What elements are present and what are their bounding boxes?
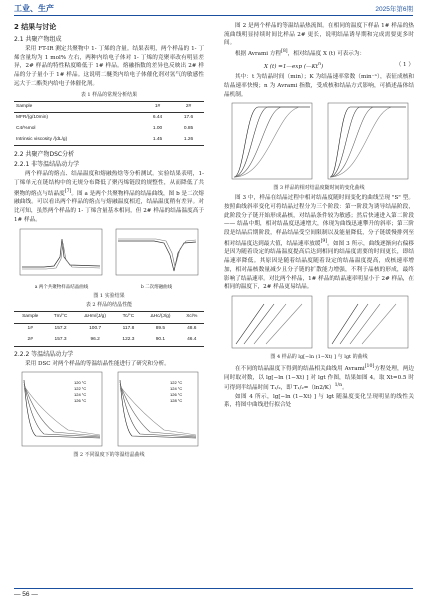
figure-2-plots	[14, 370, 204, 450]
paragraph: 在不同的结晶温度下得到的结晶相关曲线用 Avrami[10]方程处理，两边同时取对数，以 lg[−ln (1−Xt) ] 对 lgt 作图，结果如图 4。取 Xt=0.5 时可得到半结晶时间 T₁/₂，即 $T_1/_2=(\ln 2/K)^{1/n}$。	[224, 363, 414, 392]
paragraph	[224, 194, 414, 292]
equation-body: X (t) =1—exp (—Kt$^n$)	[264, 61, 324, 70]
table-cell: 46.4	[187, 336, 197, 342]
table-cell: 6.44	[152, 115, 163, 121]
table-cell: 0.85	[183, 125, 194, 131]
paragraph	[14, 170, 204, 224]
table-cell: 89.5	[155, 326, 166, 332]
plot-b	[116, 229, 198, 275]
temp-label: 126 °C	[170, 392, 183, 398]
paragraph: 其中：t 为结晶时间（min）；K 为结晶速率常数（min⁻ⁿ），表征成核和结晶速率快慢；n 为 Avrami 指数，受成核和结晶方式影响，可描述晶体结晶机制。	[224, 74, 414, 98]
table-cell: 48.6	[187, 326, 197, 332]
figure-caption: 图 3 样品的相对结晶度随时间的变化曲线	[273, 185, 365, 192]
page-footer	[0, 585, 427, 603]
table-row	[14, 135, 204, 146]
table-cell: 1.45	[152, 136, 163, 142]
plot-a	[20, 229, 102, 275]
temp-label: 124 °C	[170, 386, 183, 392]
figure-4-plots	[224, 294, 414, 352]
figure-1b-caption: b 二次熔融曲线	[140, 285, 173, 291]
table-cell: 1.26	[183, 136, 194, 142]
figure-3	[224, 101, 414, 183]
subsubsection-heading: 2.2.2 等温结晶动力学	[14, 350, 74, 358]
exponent: 1/n	[334, 383, 343, 389]
table-header-cell: Tc/°C	[122, 314, 135, 320]
table-cell: MFR/(g/10min)	[16, 115, 48, 121]
temp-label: 128 °C	[170, 398, 183, 404]
journal-section: 工业、生产	[14, 4, 54, 13]
text-run: 图 3 中，样品在结晶过程中相对结晶度随时间变化的曲线呈现 "S" 型。按照曲线斜率变化可将结晶过程分为三个阶段：第一阶段为诱导结晶阶段，此阶段分子链开始形成晶核，对结晶条件较为敏感；然后快速进入第二阶段 —— 结晶中期，相对结晶度迅速增大，体现为曲线迅速攀升的斜率；第三阶段是结晶后期阶段，样品结晶受空间限制以及能量降低，分子链缓慢排列至相对结晶度达到最大值，结晶速率放缓	[224, 195, 414, 247]
table-cell: 157.3	[54, 336, 67, 342]
paragraph: 采用 DSC 对两个样品的等温结晶性能进行了研究和分析。	[25, 360, 170, 367]
paragraph: 采用 FT-IR 测定共聚物中 1- 丁烯的含量。结果表明，两个样品的 1- 丁烯含量均为 1 mol% 左右，两种内给电子体对 1- 丁烯的竞聚率改有明显差异，2# 样品的特性粘度略低于 1# 样品。熔融指数的差异也反映出 2# 样品的分子量小于 1# 样品。这说明二醚类内给电子体催化剂对氢气的敏感性远大于二酯类内给电子体催化剂。	[14, 46, 204, 87]
paragraph: 如图 4 所示，lg[−ln (1−Xt) ] 与 lgt 随温度变化呈现明显的线性关系，将图中曲线进行拟合处	[224, 393, 414, 409]
table-header-row	[14, 312, 204, 324]
table-row	[14, 124, 204, 135]
figure-1-plots	[14, 227, 204, 281]
subsection-heading: 2.1 共聚产物组成	[14, 36, 62, 43]
text-run: 两个样品的熔点、结晶温度和熔融热焓等分析测试。实验结果表明，1- 丁烯单元在链结构中的无规分布降低了聚丙烯链段的规整性，从而降低了共聚物的熔点与结晶度	[14, 171, 204, 197]
figure-caption: 图 4 样品的 lg[−ln (1−Xt) ] 与 lgt 的曲线	[270, 353, 368, 360]
table-caption: 表 1 样品的常规分析结果	[80, 91, 138, 98]
table-cell: 100.7	[89, 326, 102, 332]
figure-2	[14, 370, 204, 450]
table-caption: 表 2 样品的结晶性能	[85, 302, 133, 309]
table-cell: 17.6	[183, 115, 194, 121]
table-header-cell: Sample	[22, 314, 39, 320]
citation: [7]	[64, 188, 72, 194]
citation: [9]	[320, 238, 328, 244]
table-header-row	[14, 101, 204, 113]
text-run: 方程处理，两边同时取对数，以 lg[−ln (1−Xt) ] 对 lgt 作图，结果如图 4。取 Xt=0.5 时可得到半结晶时间 T₁/₂，即 T₁/₂=（ln2/K）	[224, 365, 414, 392]
plot-4a	[232, 296, 312, 348]
table-header-cell: ΔHc/(J/g)	[150, 314, 171, 320]
figure-caption: 图 2 不同温度下的等温结晶曲线	[73, 452, 145, 459]
table-2	[14, 311, 204, 346]
equation-number: （ 1 ）	[395, 61, 414, 68]
equation-text: X (t) =1—exp (—Kt	[264, 63, 319, 70]
table-cell: 122.3	[122, 336, 135, 342]
page-number: — 56 —	[14, 591, 38, 598]
table-row	[14, 335, 204, 346]
table-header-cell: Tm/°C	[53, 314, 68, 320]
table-header-cell: 2#	[185, 103, 192, 109]
table-header-cell: ΔHm/(J/g)	[84, 314, 106, 320]
plot-4b	[328, 296, 408, 348]
citation: [10]	[364, 363, 375, 369]
plot-2a	[22, 372, 102, 446]
text-run: ，相对结晶度 X (t) 可表示为：	[287, 50, 366, 57]
figure-caption: 图 1 实验结果	[93, 293, 125, 300]
plot-2b	[118, 372, 198, 446]
right-column	[224, 22, 414, 410]
paragraph: 图 2 是两个样品的等温结晶热流图。在相同的温度下样品 1# 样品的热流曲线明显持续时间比样品 2# 更长，说明结晶诱导期和完成需要更多时间。	[224, 23, 414, 47]
table-cell: 1.00	[152, 125, 163, 131]
table-cell: 96.2	[90, 336, 100, 342]
figure-1a-caption: a 两个共聚物样品结晶曲线	[34, 285, 89, 291]
text-run: 。如图 3 所示，曲线逐渐向右偏移是因为随着设定的结晶温度提高后达到相同的结晶度需要的时间更长，即结晶速率降低。其原因是随着结晶度随着设定的结晶温度提高，成核速率增加，相对晶核数量减少且分子链的扩散能力增强，不利于晶核的形成，最终影响了结晶速率。对比两个样品，1# 样品的结晶速率明显小于 2# 样品，在相同的温度下，2# 样品更易结晶。	[224, 240, 414, 291]
table-1	[14, 101, 204, 147]
table-cell: 2#	[27, 336, 33, 342]
text-run: 在不同的结晶温度下得到的结晶相关曲线用 Avrami	[235, 365, 365, 372]
table-cell: 1#	[27, 326, 33, 332]
temp-label: 124 °C	[74, 392, 87, 398]
citation: [8]	[281, 49, 288, 55]
left-column	[14, 22, 204, 461]
table-cell: C4/%mol	[16, 125, 36, 131]
table-cell: 157.2	[54, 326, 67, 332]
subsubsection-heading: 2.2.1 非等温结晶动力学	[14, 161, 80, 169]
table-cell: 90.1	[155, 336, 166, 342]
equation-1	[224, 61, 414, 72]
table-cell: Intrinsic viscosity /(dL/g)	[16, 136, 68, 142]
temp-label: 122 °C	[170, 380, 183, 386]
footer-rule	[14, 588, 413, 589]
plot-3b	[328, 103, 408, 179]
figure-3-plots	[224, 101, 414, 183]
temp-label: 122 °C	[74, 386, 87, 392]
issue-label: 2025年第6期	[375, 6, 413, 13]
running-header	[0, 0, 427, 17]
figure-1	[14, 227, 204, 291]
table-row	[14, 113, 204, 124]
text-run: 根据 Avrami 方程	[235, 50, 282, 57]
table-header-cell: Xc/%	[186, 314, 198, 320]
header-rule	[14, 15, 413, 16]
figure-4	[224, 294, 414, 352]
subsection-heading: 2.2 共聚产物DSC分析	[14, 151, 75, 159]
table-header-cell: Sample	[16, 103, 33, 109]
paragraph	[224, 48, 414, 59]
table-row	[14, 324, 204, 335]
plot-3a	[232, 103, 312, 179]
text-run: 。图 a 是两个共聚物样品的结晶曲线，图 b 是二次熔融曲线。可以看出两个样品的熔点与熔融温度相近，结晶温度稍有差异。对比可知，虽然两个样品的 1- 丁烯含量基本相同，但 2# 样品的结晶温度高于 1# 样品。	[14, 190, 204, 223]
table-header-cell: 1#	[154, 103, 161, 109]
table-cell: 117.8	[122, 326, 135, 332]
section-heading: 2 结果与讨论	[14, 23, 57, 31]
temp-label: 120 °C	[74, 380, 87, 386]
temp-label: 126 °C	[74, 398, 87, 404]
